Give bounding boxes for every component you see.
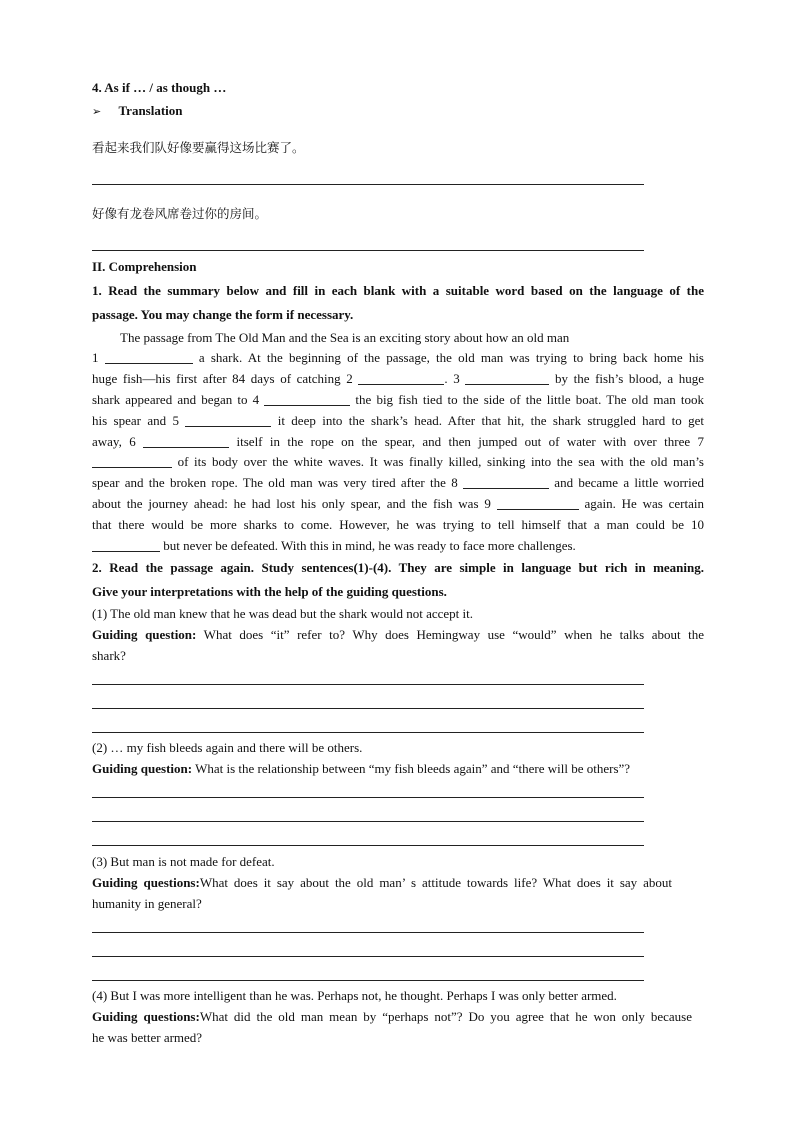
guiding-question-4: Guiding questions:What did the old man mean by “perhaps not”? Do you agree that he won only because [92,1009,693,1024]
summary-text: shark appeared and began to 4 [92,392,265,407]
summary-text: of its body over the white waves. It was finally killed, sinking into the sea with the old man’s [172,454,704,469]
answer-line[interactable] [92,956,644,957]
fill-in-blank[interactable] [358,371,444,385]
question-2-instruction-cont: Give your interpretations with the help of the guiding questions. [92,584,447,599]
answer-line[interactable] [92,708,644,709]
answer-line[interactable] [92,250,644,251]
summary-text: and became a little worried [549,475,704,490]
answer-line[interactable] [92,932,644,933]
summary-line [92,496,704,512]
chinese-sentence-2: 好像有龙卷风席卷过你的房间。 [92,206,268,221]
summary-text: by the fish’s blood, a huge [549,371,704,386]
summary-text: the big fish tied to the side of the little boat. The old man took [350,392,704,407]
summary-text: . 3 [444,371,466,386]
summary-line [92,434,704,450]
comprehension-heading: II. Comprehension [92,259,197,274]
summary-line: The passage from The Old Man and the Sea is an exciting story about how an old man [120,330,570,345]
summary-line [92,454,704,470]
guiding-question-3-cont: humanity in general? [92,896,202,911]
summary-text: spear and the broken rope. The old man was very tired after the 8 [92,475,463,490]
summary-line: 1 a shark. At the beginning of the passage, the old man was trying to bring back home his [92,350,704,365]
summary-text: about the journey ahead: he had lost his only spear, and the fish was 9 [92,496,497,511]
summary-line [92,475,704,491]
summary-line [92,371,704,387]
fill-in-blank[interactable] [92,454,172,468]
guiding-question-1-cont: shark? [92,648,126,663]
summary-text: it deep into the shark’s head. After that hit, the shark struggled hard to get [271,413,705,428]
fill-in-blank[interactable] [143,434,229,448]
summary-line [92,413,704,429]
answer-line[interactable] [92,821,644,822]
question-2-instruction: 2. Read the passage again. Study sentences(1)-(4). They are simple in language but rich in meaning. [92,560,704,575]
sentence-2: (2) … my fish bleeds again and there will be others. [92,740,363,755]
fill-in-blank[interactable] [264,392,350,406]
fill-in-blank[interactable] [465,371,549,385]
summary-text: his spear and 5 [92,413,186,428]
summary-line: that there would be more sharks to come. However, he was trying to tell himself that a man could be 10 [92,517,704,532]
guiding-question-2: Guiding question: What is the relationship between “my fish bleeds again” and “there will be others”? [92,761,631,776]
summary-text: huge fish—his first after 84 days of catching 2 [92,371,359,386]
blank-1[interactable] [105,350,193,364]
summary-line [92,392,704,408]
sentence-1: (1) The old man knew that he was dead but the shark would not accept it. [92,606,473,621]
section-heading-as-if: 4. As if … / as though … [92,80,227,95]
answer-line[interactable] [92,797,644,798]
summary-line [92,538,576,554]
chinese-sentence-1: 看起来我们队好像要赢得这场比赛了。 [92,140,305,155]
summary-text: away, 6 [92,434,144,449]
question-1-instruction-cont: passage. You may change the form if necessary. [92,307,354,322]
fill-in-blank[interactable] [497,496,579,510]
answer-line[interactable] [92,980,644,981]
guiding-question-4-cont: he was better armed? [92,1030,203,1045]
answer-line[interactable] [92,184,644,185]
translation-subheading [92,103,183,119]
sentence-3: (3) But man is not made for defeat. [92,854,275,869]
question-1-instruction: 1. Read the summary below and fill in each blank with a suitable word based on the language of the [92,283,704,298]
summary-text: itself in the rope on the spear, and then jumped out of water with over three 7 [229,434,704,449]
guiding-question-3: Guiding questions:What does it say about the old man’ s attitude towards life? What does it say about [92,875,673,890]
arrow-bullet-icon: ➢ [92,105,102,118]
guiding-question-1: Guiding question: What does “it” refer to? Why does Hemingway use “would” when he talks about the [92,627,705,642]
fill-in-blank[interactable] [92,538,160,552]
sentence-4: (4) But I was more intelligent than he was. Perhaps not, he thought. Perhaps I was only better armed. [92,988,617,1003]
answer-line[interactable] [92,732,644,733]
translation-label: Translation [118,103,183,118]
summary-text: but never be defeated. With this in mind, he was ready to face more challenges. [160,538,576,553]
answer-line[interactable] [92,684,644,685]
answer-line[interactable] [92,845,644,846]
fill-in-blank[interactable] [463,475,549,489]
fill-in-blank[interactable] [185,413,271,427]
summary-text: again. He was certain [578,496,705,511]
